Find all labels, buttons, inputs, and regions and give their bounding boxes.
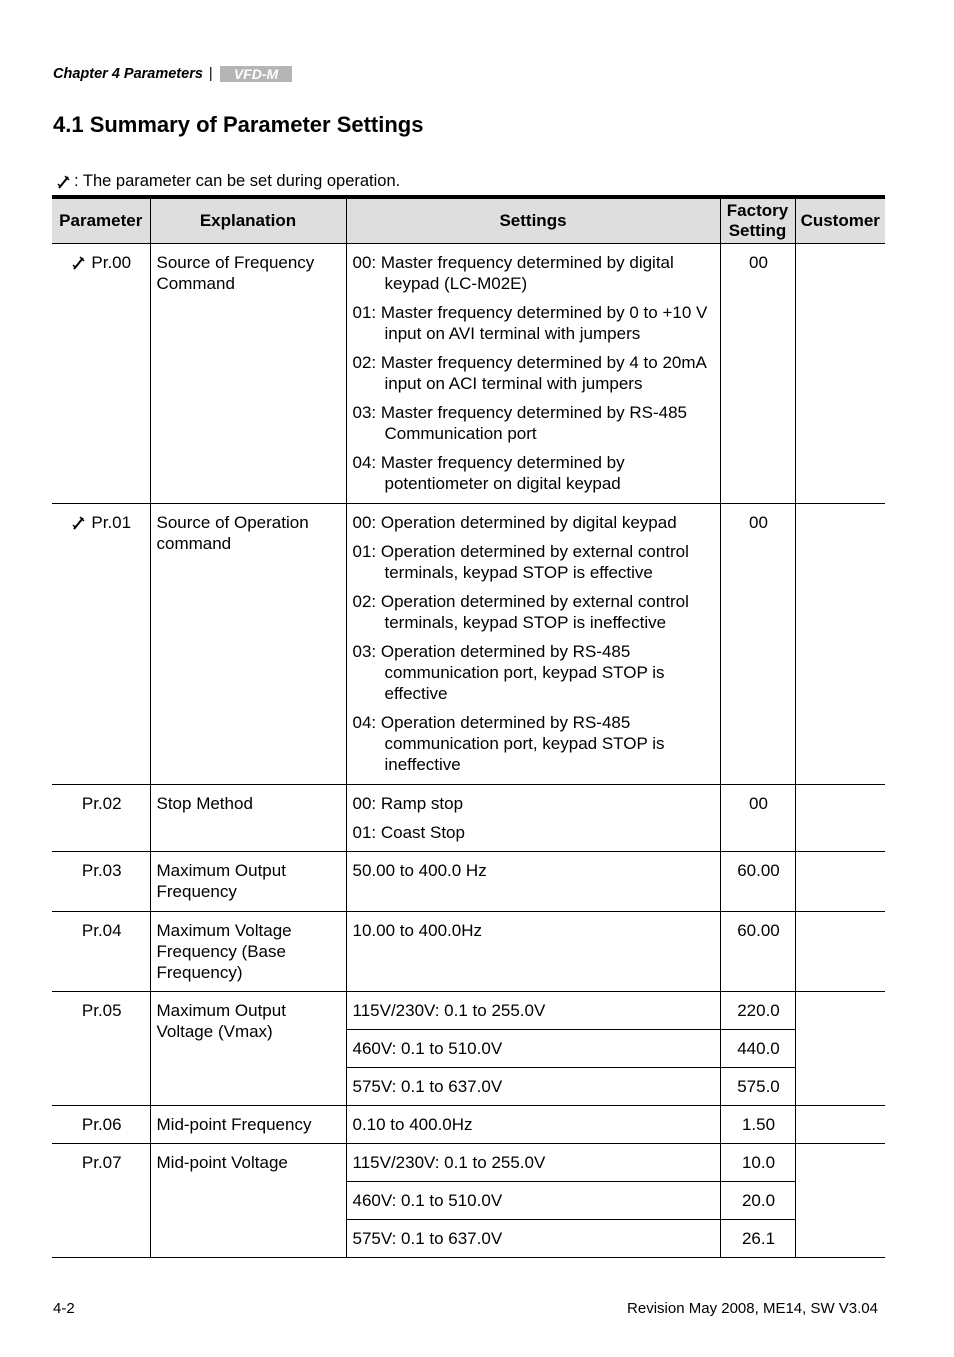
table-row: [52, 244, 885, 504]
legend-text: : The parameter can be set during operation.: [74, 172, 401, 190]
header-factory-line1: Factory: [726, 201, 789, 220]
settings-cell: [346, 504, 720, 785]
revision-note: Revision May 2008, ME14, SW V3.04: [627, 1300, 878, 1317]
customer-cell: [795, 852, 885, 912]
customer-cell: [795, 504, 885, 785]
factory-cell: 60.00: [720, 912, 795, 992]
setting-option: 04: Operation determined by RS-485 communication port, keypad STOP is ineffective: [352, 713, 665, 774]
setting-option: 02: Operation determined by external control terminals, keypad STOP is ineffective: [352, 592, 689, 632]
factory-cell: 26.1: [720, 1220, 795, 1258]
param-cell: Pr.02: [52, 785, 150, 852]
chapter-label: Chapter 4 Parameters: [53, 66, 203, 82]
header-parameter: Parameter: [52, 197, 150, 244]
settings-cell: 575V: 0.1 to 637.0V: [346, 1068, 720, 1106]
param-cell: [52, 504, 150, 785]
param-cell: Pr.05: [52, 992, 150, 1106]
setting-option: 01: Master frequency determined by 0 to +10 V input on AVI terminal with jumpers: [352, 303, 708, 343]
vfd-m-logo: [220, 66, 292, 82]
factory-cell: 00: [720, 244, 795, 504]
settings-cell: 115V/230V: 0.1 to 255.0V: [346, 1144, 720, 1182]
table-row: [52, 1144, 885, 1182]
settings-cell: [346, 244, 720, 504]
setting-option: 00: Ramp stop: [352, 794, 464, 813]
settings-cell: 460V: 0.1 to 510.0V: [346, 1182, 720, 1220]
explanation-cell: Maximum Voltage Frequency (Base Frequency): [150, 912, 346, 992]
settings-cell: 575V: 0.1 to 637.0V: [346, 1220, 720, 1258]
setting-option: 01: Coast Stop: [352, 823, 465, 842]
header-factory-line2: Setting: [728, 221, 787, 240]
factory-cell: 220.0: [720, 992, 795, 1030]
table-row: [52, 852, 885, 912]
legend: [57, 172, 400, 191]
header-customer: Customer: [795, 197, 885, 244]
settings-cell: 50.00 to 400.0 Hz: [346, 852, 720, 912]
settings-cell: 460V: 0.1 to 510.0V: [346, 1030, 720, 1068]
setting-option: 00: Master frequency determined by digital keypad (LC-M02E): [352, 253, 674, 293]
pen-icon: [72, 256, 85, 270]
param-cell: Pr.03: [52, 852, 150, 912]
table-row: [52, 992, 885, 1030]
customer-cell: [795, 1106, 885, 1144]
customer-cell: [795, 1144, 885, 1258]
explanation-cell: Source of Frequency Command: [150, 244, 346, 504]
header-explanation: Explanation: [150, 197, 346, 244]
header-settings: Settings: [346, 197, 720, 244]
setting-option: 03: Operation determined by RS-485 communication port, keypad STOP is effective: [352, 642, 665, 703]
parameter-table: [52, 195, 885, 1258]
explanation-cell: Mid-point Voltage: [150, 1144, 346, 1258]
settings-cell: 10.00 to 400.0Hz: [346, 912, 720, 992]
param-cell: [52, 244, 150, 504]
param-id: Pr.00: [91, 253, 132, 272]
explanation-cell: Stop Method: [150, 785, 346, 852]
setting-option: 02: Master frequency determined by 4 to 20mA input on ACI terminal with jumpers: [352, 353, 706, 393]
setting-option: 04: Master frequency determined by potentiometer on digital keypad: [352, 453, 625, 493]
setting-option: 01: Operation determined by external control terminals, keypad STOP is effective: [352, 542, 689, 582]
factory-cell: 20.0: [720, 1182, 795, 1220]
header-separator: |: [208, 66, 213, 82]
factory-cell: 00: [720, 785, 795, 852]
customer-cell: [795, 785, 885, 852]
settings-cell: 115V/230V: 0.1 to 255.0V: [346, 992, 720, 1030]
page-number: 4-2: [53, 1300, 75, 1317]
explanation-cell: Maximum Output Frequency: [150, 852, 346, 912]
param-id: Pr.01: [91, 513, 132, 532]
factory-cell: 575.0: [720, 1068, 795, 1106]
page-header: [53, 66, 292, 82]
settings-cell: [346, 785, 720, 852]
param-cell: Pr.06: [52, 1106, 150, 1144]
explanation-cell: Maximum Output Voltage (Vmax): [150, 992, 346, 1106]
page-title: 4.1 Summary of Parameter Settings: [53, 112, 424, 137]
setting-option: 00: Operation determined by digital keypad: [352, 513, 677, 532]
param-cell: Pr.04: [52, 912, 150, 992]
logo-text: VFD-M: [233, 66, 278, 82]
factory-cell: 60.00: [720, 852, 795, 912]
explanation-cell: Source of Operation command: [150, 504, 346, 785]
factory-cell: 440.0: [720, 1030, 795, 1068]
customer-cell: [795, 992, 885, 1106]
settings-cell: 0.10 to 400.0Hz: [346, 1106, 720, 1144]
table-row: [52, 912, 885, 992]
pen-icon: [57, 175, 70, 189]
factory-cell: 00: [720, 504, 795, 785]
customer-cell: [795, 244, 885, 504]
table-header-row: [52, 197, 885, 244]
explanation-cell: Mid-point Frequency: [150, 1106, 346, 1144]
header-factory-setting: [720, 197, 795, 244]
pen-icon: [72, 516, 85, 530]
param-cell: Pr.07: [52, 1144, 150, 1258]
customer-cell: [795, 912, 885, 992]
factory-cell: 1.50: [720, 1106, 795, 1144]
table-row: [52, 1106, 885, 1144]
setting-option: 03: Master frequency determined by RS-485 Communication port: [352, 403, 688, 443]
factory-cell: 10.0: [720, 1144, 795, 1182]
table-row: [52, 785, 885, 852]
table-row: [52, 504, 885, 785]
